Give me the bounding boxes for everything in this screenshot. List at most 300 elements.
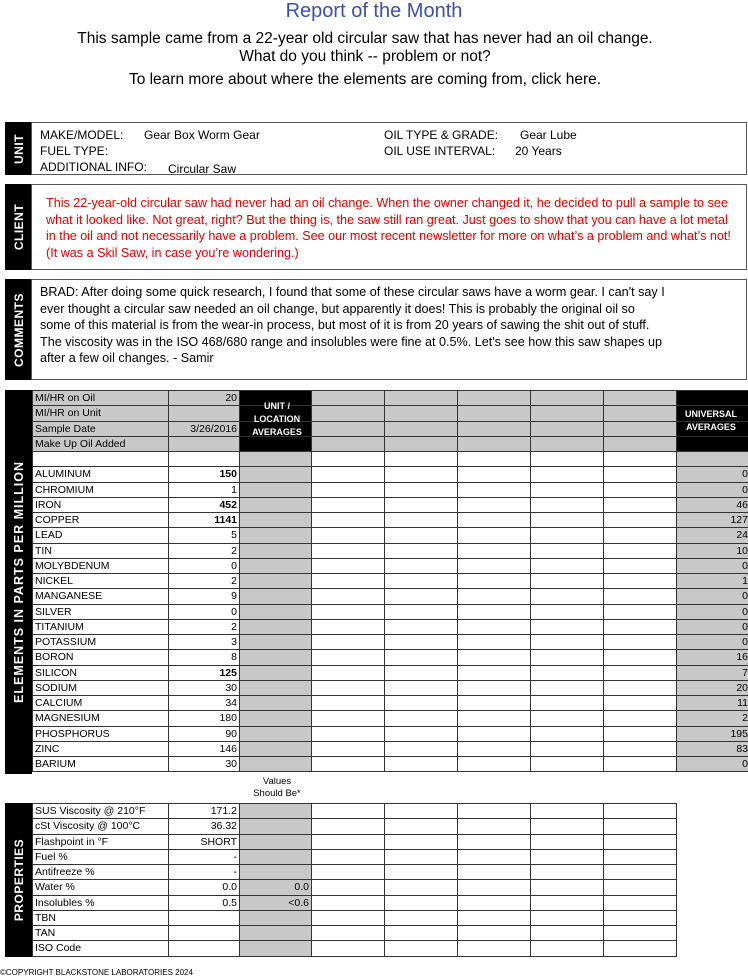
values-should-be-label: [241, 776, 313, 800]
property-name: SUS Viscosity @ 210°F: [33, 804, 169, 819]
history-cell: [385, 604, 458, 619]
history-cell: [531, 589, 604, 604]
history-cell: [312, 558, 385, 573]
history-cell: [312, 543, 385, 558]
properties-table: [32, 803, 677, 957]
unit-avg-cell: [240, 604, 312, 619]
history-cell: [312, 421, 385, 436]
unit-avg-cell: [240, 467, 312, 482]
values-should-be-line1: Values: [262, 776, 292, 787]
property-row: [33, 895, 677, 910]
history-cell: [458, 741, 531, 756]
unit-avg-cell: [240, 650, 312, 665]
element-name: CALCIUM: [33, 696, 169, 711]
universal-value: 24: [677, 528, 748, 543]
element-row: [33, 711, 748, 726]
history-cell: [312, 391, 385, 406]
history-cell: [312, 635, 385, 650]
element-name: IRON: [33, 497, 169, 512]
history-cell: [458, 482, 531, 497]
unit-section-sidebar: [5, 122, 32, 175]
values-should-be-line2: Should Be*: [253, 788, 301, 799]
history-cell: [385, 880, 458, 895]
property-row: [33, 941, 677, 956]
history-cell: [458, 849, 531, 864]
element-name: BORON: [33, 650, 169, 665]
history-cell: [604, 436, 677, 451]
history-cell: [312, 696, 385, 711]
unit-avg-cell: [240, 482, 312, 497]
element-row: [33, 467, 748, 482]
history-cell: [604, 849, 677, 864]
element-row: [33, 650, 748, 665]
history-cell: [604, 834, 677, 849]
info-row-label: Sample Date: [33, 421, 169, 436]
history-cell: [458, 910, 531, 925]
history-cell: [312, 865, 385, 880]
history-cell: [385, 558, 458, 573]
history-cell: [312, 619, 385, 634]
element-value: 0: [169, 604, 240, 619]
universal-value: 83: [677, 741, 748, 756]
unit-avg-cell: [240, 574, 312, 589]
universal-cell: [677, 436, 748, 451]
property-name: cSt Viscosity @ 100°C: [33, 819, 169, 834]
history-cell: [385, 421, 458, 436]
history-cell: [531, 635, 604, 650]
history-cell: [312, 665, 385, 680]
property-should-be: [240, 849, 312, 864]
property-name: TBN: [33, 910, 169, 925]
element-row: [33, 543, 748, 558]
element-value: 30: [169, 680, 240, 695]
info-row: [33, 421, 748, 436]
element-row: [33, 528, 748, 543]
universal-value: 1: [677, 574, 748, 589]
history-cell: [458, 834, 531, 849]
property-name: Flashpoint in °F: [33, 834, 169, 849]
unit-avg-cell: [240, 741, 312, 756]
history-cell: [385, 574, 458, 589]
property-value: 0.5: [169, 895, 240, 910]
element-row: [33, 696, 748, 711]
spacer-row: [33, 452, 748, 467]
history-cell: [458, 497, 531, 512]
elements-section-sidebar: [5, 390, 32, 774]
make-model-label: MAKE/MODEL:: [40, 128, 124, 142]
history-cell: [604, 528, 677, 543]
history-cell: [604, 543, 677, 558]
history-cell: [531, 421, 604, 436]
universal-value: 46: [677, 497, 748, 512]
info-row-value: [169, 436, 240, 451]
history-cell: [531, 619, 604, 634]
history-cell: [604, 819, 677, 834]
element-value: 3: [169, 635, 240, 650]
element-row: [33, 574, 748, 589]
history-cell: [385, 543, 458, 558]
universal-value: 16: [677, 650, 748, 665]
history-cell: [458, 941, 531, 956]
history-cell: [604, 558, 677, 573]
property-should-be: [240, 865, 312, 880]
property-row: [33, 819, 677, 834]
history-cell: [312, 513, 385, 528]
history-cell: [531, 436, 604, 451]
info-row-value: 3/26/2016: [169, 421, 240, 436]
history-cell: [385, 757, 458, 772]
unit-avg-cell: [240, 665, 312, 680]
history-cell: [458, 757, 531, 772]
unit-avg-cell: [240, 589, 312, 604]
history-cell: [385, 926, 458, 941]
element-row: [33, 635, 748, 650]
history-cell: [385, 467, 458, 482]
history-cell: [531, 604, 604, 619]
property-row: [33, 910, 677, 925]
history-cell: [531, 558, 604, 573]
history-cell: [531, 726, 604, 741]
element-name: SILICON: [33, 665, 169, 680]
history-cell: [312, 436, 385, 451]
history-cell: [531, 680, 604, 695]
intro-line-1: This sample came from a 22-year old circular saw that has never had an oil change.: [77, 30, 653, 47]
history-cell: [604, 391, 677, 406]
unit-section-box: [31, 122, 747, 175]
universal-value: 10: [677, 543, 748, 558]
element-name: TITANIUM: [33, 619, 169, 634]
element-name: POTASSIUM: [33, 635, 169, 650]
element-name: ZINC: [33, 741, 169, 756]
unit-avg-cell: [240, 680, 312, 695]
history-cell: [458, 574, 531, 589]
history-cell: [604, 741, 677, 756]
history-cell: [458, 619, 531, 634]
universal-value: 0: [677, 619, 748, 634]
history-cell: [458, 635, 531, 650]
elements-section-label: ELEMENTS IN PARTS PER MILLION: [11, 461, 26, 703]
element-row: [33, 589, 748, 604]
history-cell: [312, 757, 385, 772]
history-cell: [312, 849, 385, 864]
history-cell: [604, 406, 677, 421]
universal-value: 0: [677, 757, 748, 772]
spacer-cell: [604, 452, 677, 467]
history-cell: [312, 589, 385, 604]
comments-section-label: COMMENTS: [11, 292, 26, 367]
history-cell: [604, 619, 677, 634]
universal-averages-header-text: UNIVERSAL AVERAGES: [684, 409, 737, 432]
history-cell: [531, 574, 604, 589]
properties-section-label: PROPERTIES: [11, 838, 26, 922]
unit-avg-cell: [240, 528, 312, 543]
element-value: 0: [169, 558, 240, 573]
history-cell: [458, 391, 531, 406]
history-cell: [312, 819, 385, 834]
history-cell: [385, 741, 458, 756]
history-cell: [385, 513, 458, 528]
element-name: COPPER: [33, 513, 169, 528]
history-cell: [604, 926, 677, 941]
history-cell: [458, 696, 531, 711]
history-cell: [312, 880, 385, 895]
history-cell: [458, 528, 531, 543]
history-cell: [312, 895, 385, 910]
property-value: [169, 941, 240, 956]
history-cell: [312, 574, 385, 589]
history-cell: [458, 880, 531, 895]
fuel-type-label: FUEL TYPE:: [40, 144, 109, 158]
history-cell: [312, 650, 385, 665]
history-cell: [604, 880, 677, 895]
history-cell: [604, 895, 677, 910]
universal-value: 0: [677, 604, 748, 619]
property-value: SHORT: [169, 834, 240, 849]
history-cell: [531, 482, 604, 497]
info-row: [33, 436, 748, 451]
element-name: MOLYBDENUM: [33, 558, 169, 573]
property-row: [33, 926, 677, 941]
history-cell: [531, 741, 604, 756]
unit-avg-cell: [240, 635, 312, 650]
element-value: 90: [169, 726, 240, 741]
history-cell: [385, 482, 458, 497]
universal-value: 11: [677, 696, 748, 711]
element-name: CHROMIUM: [33, 482, 169, 497]
property-value: 0.0: [169, 880, 240, 895]
info-row: [33, 391, 748, 406]
element-name: BARIUM: [33, 757, 169, 772]
element-value: 30: [169, 757, 240, 772]
history-cell: [385, 834, 458, 849]
element-name: SODIUM: [33, 680, 169, 695]
history-cell: [385, 680, 458, 695]
history-cell: [385, 406, 458, 421]
history-cell: [604, 604, 677, 619]
unit-location-averages-header: [241, 400, 313, 439]
property-value: [169, 910, 240, 925]
element-name: MAGNESIUM: [33, 711, 169, 726]
unit-avg-cell: [240, 757, 312, 772]
property-name: TAN: [33, 926, 169, 941]
element-value: 180: [169, 711, 240, 726]
history-cell: [604, 497, 677, 512]
spacer-cell: [33, 452, 169, 467]
history-cell: [385, 436, 458, 451]
history-cell: [531, 941, 604, 956]
make-model-value: Gear Box Worm Gear: [144, 128, 260, 142]
element-row: [33, 741, 748, 756]
universal-value: 0: [677, 482, 748, 497]
property-name: Antifreeze %: [33, 865, 169, 880]
history-cell: [604, 865, 677, 880]
element-name: LEAD: [33, 528, 169, 543]
universal-value: 0: [677, 558, 748, 573]
property-row: [33, 849, 677, 864]
unit-avg-cell: [240, 619, 312, 634]
property-row: [33, 804, 677, 819]
element-row: [33, 513, 748, 528]
history-cell: [385, 635, 458, 650]
unit-section-label: UNIT: [11, 133, 26, 164]
history-cell: [531, 895, 604, 910]
property-row: [33, 865, 677, 880]
property-value: 36.32: [169, 819, 240, 834]
history-cell: [604, 726, 677, 741]
history-cell: [385, 650, 458, 665]
element-value: 452: [169, 497, 240, 512]
history-cell: [385, 696, 458, 711]
universal-value: 0: [677, 589, 748, 604]
history-cell: [458, 558, 531, 573]
history-cell: [531, 819, 604, 834]
history-cell: [312, 497, 385, 512]
universal-value: 0: [677, 467, 748, 482]
unit-avg-cell: [240, 726, 312, 741]
history-cell: [458, 804, 531, 819]
info-row-value: [169, 406, 240, 421]
comments-text: BRAD: After doing some quick research, I found that some of these circular saws have a worm gear. I can't say I ever thought a circular saw needed an oil change, but apparently it does! This is probably the original oil so some of this material is from the wear-in process, but most of it is from 20 years of sawing the shit out of stuff. The viscosity was in the ISO 468/680 range and insolubles were fine at 0.5%. Let's see how this saw shapes up after a few oil changes. - Samir: [40, 285, 665, 365]
history-cell: [385, 497, 458, 512]
element-value: 1141: [169, 513, 240, 528]
history-cell: [385, 391, 458, 406]
unit-avg-cell: [240, 497, 312, 512]
element-value: 8: [169, 650, 240, 665]
element-value: 2: [169, 543, 240, 558]
universal-value: 20: [677, 680, 748, 695]
client-section-label: CLIENT: [11, 203, 26, 251]
history-cell: [385, 819, 458, 834]
history-cell: [531, 910, 604, 925]
history-cell: [458, 436, 531, 451]
unit-avg-cell: [240, 543, 312, 558]
info-row: [33, 406, 748, 421]
history-cell: [604, 680, 677, 695]
history-cell: [385, 589, 458, 604]
history-cell: [312, 804, 385, 819]
property-name: Insolubles %: [33, 895, 169, 910]
history-cell: [531, 834, 604, 849]
element-value: 125: [169, 665, 240, 680]
history-cell: [458, 726, 531, 741]
history-cell: [458, 650, 531, 665]
unit-avg-cell: [240, 711, 312, 726]
history-cell: [312, 910, 385, 925]
elements-table: [32, 390, 748, 772]
history-cell: [604, 421, 677, 436]
history-cell: [458, 680, 531, 695]
history-cell: [531, 865, 604, 880]
history-cell: [531, 665, 604, 680]
history-cell: [604, 650, 677, 665]
additional-info-label: ADDITIONAL INFO:: [40, 160, 147, 174]
element-row: [33, 482, 748, 497]
history-cell: [604, 804, 677, 819]
history-cell: [531, 497, 604, 512]
history-cell: [312, 680, 385, 695]
history-cell: [312, 482, 385, 497]
history-cell: [312, 726, 385, 741]
history-cell: [312, 926, 385, 941]
history-cell: [531, 406, 604, 421]
element-value: 146: [169, 741, 240, 756]
history-cell: [385, 941, 458, 956]
property-should-be: <0.6: [240, 895, 312, 910]
unit-avg-cell: [240, 696, 312, 711]
element-value: 9: [169, 589, 240, 604]
element-row: [33, 680, 748, 695]
history-cell: [385, 849, 458, 864]
learn-more-link[interactable]: To learn more about where the elements are coming from, click here.: [128, 71, 602, 88]
history-cell: [531, 880, 604, 895]
history-cell: [312, 467, 385, 482]
history-cell: [458, 513, 531, 528]
oil-use-label: OIL USE INTERVAL:: [384, 144, 496, 158]
spacer-cell: [385, 452, 458, 467]
property-should-be: [240, 910, 312, 925]
history-cell: [312, 711, 385, 726]
element-name: PHOSPHORUS: [33, 726, 169, 741]
unit-avg-cell: [240, 513, 312, 528]
info-row-label: Make Up Oil Added: [33, 436, 169, 451]
history-cell: [312, 941, 385, 956]
history-cell: [458, 543, 531, 558]
history-cell: [531, 467, 604, 482]
history-cell: [458, 865, 531, 880]
history-cell: [385, 895, 458, 910]
universal-value: 195: [677, 726, 748, 741]
history-cell: [531, 804, 604, 819]
history-cell: [458, 467, 531, 482]
history-cell: [604, 589, 677, 604]
oil-type-value: Gear Lube: [520, 128, 577, 142]
universal-value: 7: [677, 665, 748, 680]
oil-use-value: 20 Years: [515, 144, 562, 158]
page-title: Report of the Month: [285, 0, 463, 22]
properties-section-sidebar: [5, 803, 32, 957]
history-cell: [604, 757, 677, 772]
history-cell: [385, 910, 458, 925]
spacer-cell: [677, 452, 748, 467]
element-value: 5: [169, 528, 240, 543]
unit-avg-cell: [240, 558, 312, 573]
element-value: 2: [169, 619, 240, 634]
element-row: [33, 757, 748, 772]
history-cell: [312, 834, 385, 849]
element-value: 34: [169, 696, 240, 711]
property-should-be: [240, 819, 312, 834]
history-cell: [531, 711, 604, 726]
client-section-sidebar: [5, 184, 32, 270]
history-cell: [458, 895, 531, 910]
element-row: [33, 604, 748, 619]
universal-value: 0: [677, 635, 748, 650]
property-row: [33, 880, 677, 895]
history-cell: [385, 711, 458, 726]
property-name: Fuel %: [33, 849, 169, 864]
spacer-cell: [312, 452, 385, 467]
property-value: 171.2: [169, 804, 240, 819]
property-should-be: [240, 941, 312, 956]
spacer-cell: [240, 452, 312, 467]
history-cell: [458, 819, 531, 834]
property-should-be: 0.0: [240, 880, 312, 895]
info-row-value: 20: [169, 391, 240, 406]
history-cell: [458, 665, 531, 680]
property-value: -: [169, 865, 240, 880]
history-cell: [385, 804, 458, 819]
property-should-be: [240, 926, 312, 941]
